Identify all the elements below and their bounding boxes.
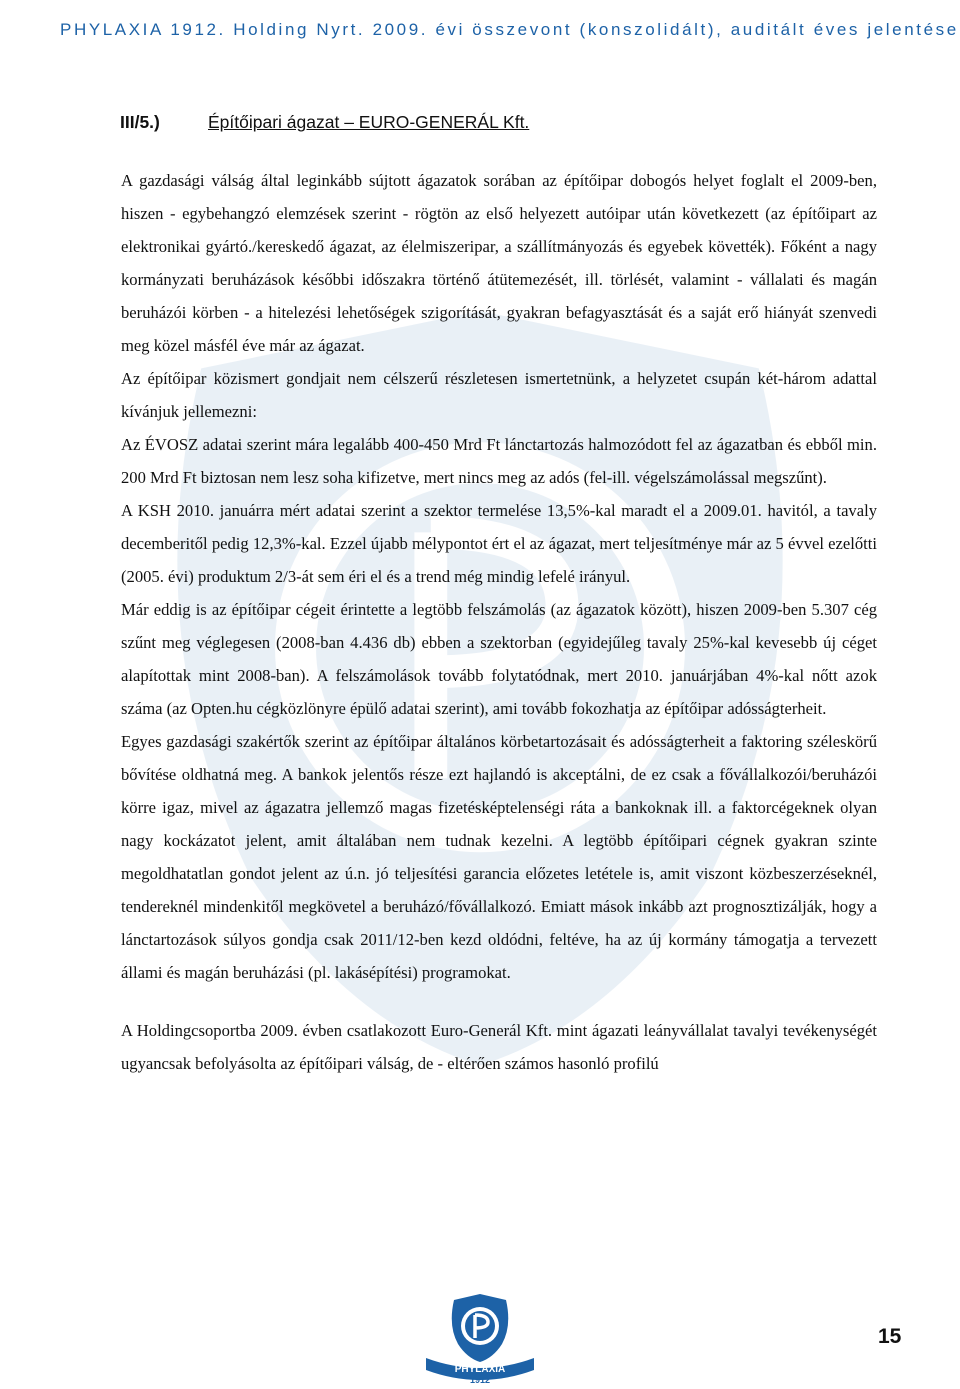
section-number: III/5.): [120, 112, 160, 132]
section-heading: [120, 112, 530, 133]
document-header: PHYLAXIA 1912. Holding Nyrt. 2009. évi összevont (konszolidált), auditált éves jelentése: [60, 20, 959, 39]
paragraph: A Holdingcsoportba 2009. évben csatlakozott Euro-Generál Kft. mint ágazati leányvállalat tavalyi tevékenységét ugyancsak befolyásolta az építőipari válság, de - eltérően számos hasonló profilú: [121, 1021, 877, 1073]
section-title: Építőipari ágazat – EURO-GENERÁL Kft.: [208, 112, 530, 132]
paragraph: A KSH 2010. januárra mért adatai szerint a szektor termelése 13,5%-kal maradt el a 2009.01. havitól, a tavaly decemberitől pedig 12,3%-kal. Ezzel újabb mélypontot ért el az ágazat, mert teljesítménye már az 5 évvel ezelőtti (2005. évi) produktum 2/3-át sem éri el és a trend még mindig lefelé irányul.: [121, 501, 877, 586]
phylaxia-logo: [418, 1292, 542, 1384]
paragraph: Az építőipar közismert gondjait nem célszerű részletesen ismertetnünk, a helyzetet csupán két-három adattal kívánjuk jellemezni:: [121, 369, 877, 421]
paragraph: Egyes gazdasági szakértők szerint az építőipar általános körbetartozásait és adósságterheit a faktoring széleskörű bővítése oldhatná meg. A bankok jelentős része ezt hajlandó is akceptálni, de ez csak a fővállalkozói/beruházói körre igaz, mivel az ágazatra jellemző magas fizetésképtelenségi ráta a bankoknak ill. a faktorcégeknek olyan nagy kockázatot jelent, amit általában nem tudnak kezelni. A legtöbb építőipari cégnek gyakran szinte megoldhatatlan gondot jelent az ú.n. jó teljesítési garancia előzetes letétele is, amit viszont közbeszerzéseknél, tendereknél mindenkitől megkövetel a beruházó/fővállalkozó. Emiatt mások inkább azt prognosztizálják, hogy a lánctartozások súlyos gondja csak 2011/12-ben kezd oldódni, feltéve, ha az új kormány támogatja a tervezett állami és magán beruházási (pl. lakásépítési) programokat.: [121, 732, 877, 982]
paragraph: Már eddig is az építőipar cégeit érintette a legtöbb felszámolás (az ágazatok között), hiszen 2009-ben 5.307 cég szűnt meg véglegesen (2008-ban 4.436 db) ebben a szektorban (egyidejűleg tavaly 25%-kal kevesebb új céget alapítottak mint 2008-ban). A felszámolások tovább folytatódnak, mert 2010. januárjában 4%-kal nőtt azok száma (az Opten.hu cégközlönyre épülő adatai szerint), ami tovább fokozhatja az építőipar adósságterheit.: [121, 600, 877, 718]
paragraph: A gazdasági válság által leginkább sújtott ágazatok sorában az építőipar dobogós helyet foglalt el 2009-ben, hiszen - egybehangzó elemzések szerint - rögtön az első helyezett autóipar után következett (az építőipart az elektronikai gyártó./kereskedő ágazat, az élelmiszeripar, a szállítmányozás és egyebek követték). Főként a nagy kormányzati beruházások későbbi időszakra történő átütemezését, ill. törlését, valamint - vállalati és magán beruházói körben - a hitelezési lehetőségek szigorítását, gyakran befagyasztását és a saját erő hiányát szenvedi meg közel másfél éve már az ágazat.: [121, 171, 877, 355]
logo-text: PHYLAXIA: [454, 1364, 506, 1375]
paragraph: Az ÉVOSZ adatai szerint mára legalább 400-450 Mrd Ft lánctartozás halmozódott fel az ágazatban és ebből min. 200 Mrd Ft biztosan nem lesz soha kifizetve, mert nincs meg az adós (fel-ill. végelszámolással megszűnt).: [121, 435, 877, 487]
body-text: [121, 164, 877, 1080]
logo-year: 1912: [469, 1375, 491, 1384]
page-number: 15: [878, 1325, 902, 1348]
